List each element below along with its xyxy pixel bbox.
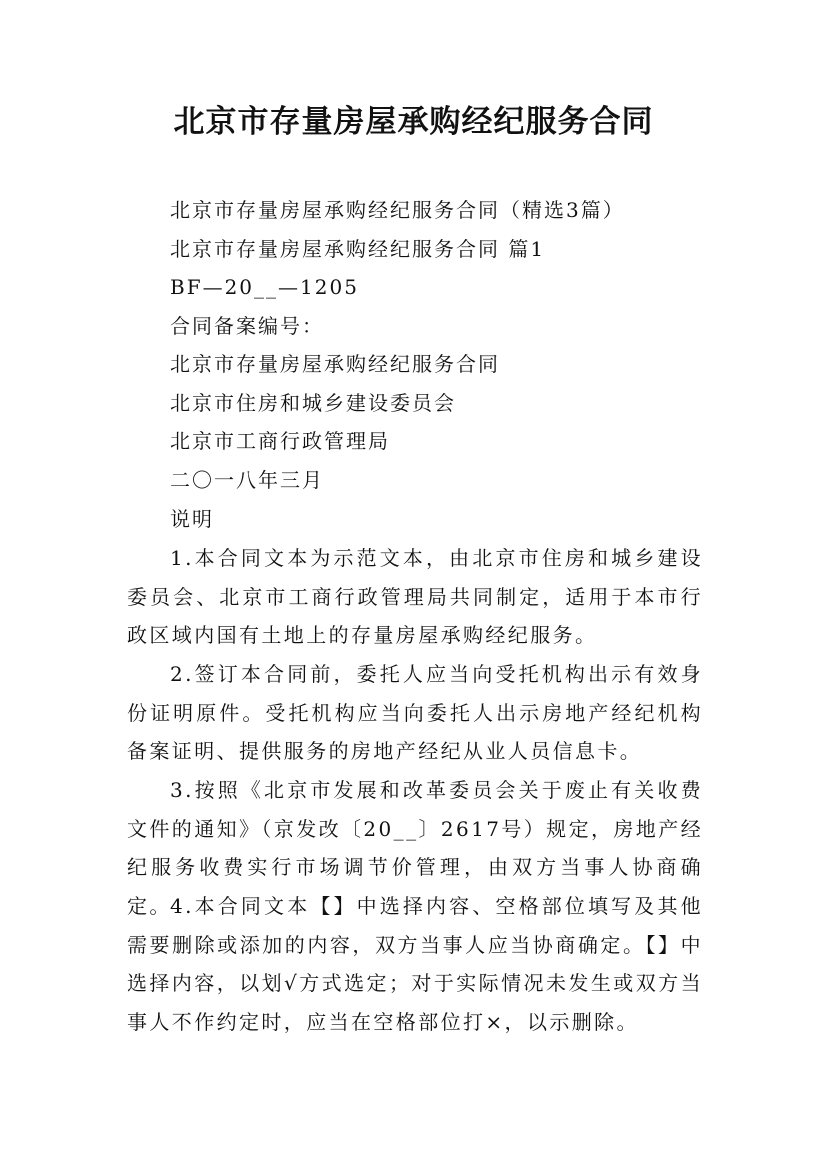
issuer-commerce-bureau: 北京市工商行政管理局 [170,429,390,453]
explanation-paragraph-1: 1.本合同文本为示范文本，由北京市住房和城乡建设委员会、北京市工商行政管理局共同制定，适用于本市行政区域内国有土地上的存量房屋承购经纪服务。 [127,546,703,647]
issue-date: 二〇一八年三月 [170,468,324,492]
issuer-housing-commission: 北京市住房和城乡建设委员会 [170,391,456,415]
subtitle-selected-3: 北京市存量房屋承购经纪服务合同（精选3篇） [170,198,625,222]
contract-name: 北京市存量房屋承购经纪服务合同 [170,352,500,376]
contract-code: BF—20__—1205 [170,275,359,299]
subtitle-part-1: 北京市存量房屋承购经纪服务合同 篇1 [170,237,546,261]
document-title: 北京市存量房屋承购经纪服务合同 [173,104,654,140]
explanation-paragraph-3: 3.按照《北京市发展和改革委员会关于废止有关收费文件的通知》（京发改〔20__〕2617号）规定，房地产经纪服务收费实行市场调节价管理，由双方当事人协商确定。 [127,778,703,918]
explanation-paragraph-2: 2.签订本合同前，委托人应当向受托机构出示有效身份证明原件。受托机构应当向委托人出示房地产经纪机构备案证明、提供服务的房地产经纪从业人员信息卡。 [127,662,703,763]
filing-number-label: 合同备案编号： [170,314,324,338]
explanation-paragraph-4: 4.本合同文本【】中选择内容、空格部位填写及其他需要删除或添加的内容，双方当事人应当协商确定。【】中选择内容，以划√方式选定；对于实际情况未发生或双方当事人不作约定时，应当在空格部位打×，以示删除。 [127,894,703,1034]
section-heading-explanation: 说明 [170,507,214,531]
